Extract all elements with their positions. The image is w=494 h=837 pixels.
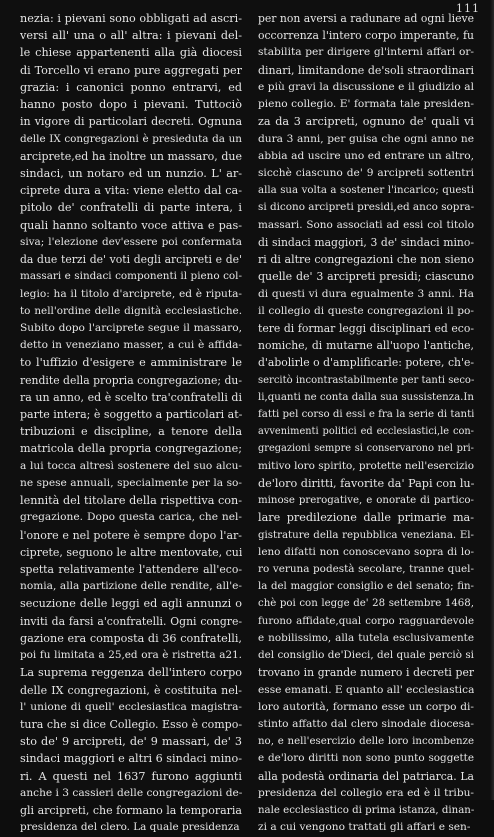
text-line: gli arcipreti, che formano la temporaria	[20, 804, 242, 818]
text-line: gregazioni sempre si conservarono nel pri-	[258, 443, 474, 455]
text-line: stinto affatto dal clero sinodale diocesa-	[258, 717, 474, 730]
text-line: del consiglio de'Dieci, del quale perciò si	[258, 649, 474, 662]
text-line: de'loro diritti, favorite da' Papi con lu-	[258, 476, 474, 490]
text-line: delle IX congregazioni è presieduta da un	[20, 132, 242, 145]
text-line: dura 3 anni, per guisa che ogni anno ne	[258, 132, 474, 145]
text-line: za da 3 arcipreti, ognuno de' quali vi	[258, 115, 474, 129]
text-column-left	[20, 10, 242, 837]
text-line: loro autorità, formano esse un corpo di-	[258, 700, 474, 713]
text-line: leno difatti non conoscevano sopra di lo-	[258, 545, 474, 558]
text-line: matricola della propria congregazione;	[20, 442, 242, 456]
text-line: alla podestà ordinaria del patriarca. La	[258, 769, 474, 783]
text-line: tribuzioni e discipline, a tenore della	[20, 425, 242, 439]
text-line: ri di altre congregazioni che non sieno	[258, 253, 474, 267]
text-line: mitivo loro spirito, protette nell'esercizio	[258, 459, 474, 472]
text-line: ciprete dura a vita: viene eletto dal ca-	[20, 184, 242, 198]
text-line: ri. A questi nel 1637 furono aggiunti	[20, 769, 242, 783]
text-line: to l'uffizio d'esigere e amministrare le	[20, 356, 242, 370]
text-line: quelle de' 3 arcipreti presidi; ciascuno	[258, 270, 474, 284]
text-line: dinari, limitandone de'soli straordinari	[258, 63, 474, 77]
text-line: La suprema reggenza dell'intero corpo	[20, 666, 242, 680]
page-number: 111	[456, 2, 480, 15]
text-line: ra un anno, ed è scelto tra'confratelli di	[20, 390, 242, 404]
text-line: l' unione di quell' ecclesiastica magistra-	[20, 700, 242, 713]
text-line: secuzione delle leggi ed agli annunzi o	[20, 597, 242, 611]
text-line: gazione era composta di 36 confratelli,	[20, 631, 242, 645]
text-line: e più gravi la discussione e il giudizio al	[258, 80, 474, 93]
text-line: pitolo de' confratelli di parte intera, i	[20, 201, 242, 215]
text-line: sindaci maggiori e altri 6 sindaci mino-	[20, 752, 242, 766]
text-line: in vigore di particolari decreti. Ognuna	[20, 115, 242, 129]
text-line: delle IX congregazioni, è costituita nel-	[20, 683, 242, 697]
text-line: chè poi con legge de' 28 settembre 1468,	[258, 598, 474, 610]
text-line: abbia ad uscire uno ed entrare un altro,	[258, 149, 474, 162]
text-line: zi a cui vengono trattati gli affari e sen-	[258, 821, 471, 834]
text-line: e de'loro diritti non sono punto soggette	[258, 752, 474, 765]
text-line: presidenza del collegio era ed è il tribu-	[258, 786, 474, 799]
text-line: li,quanti ne conta dalla sua sussistenza.In	[258, 391, 474, 403]
text-line: alla sua volta a sostener l'incarico; questi	[258, 185, 474, 197]
text-line: e nobilissimo, alla tutela esclusivamente	[258, 631, 474, 644]
text-line: avvenimenti politici ed ecclesiastici,le con-	[258, 426, 474, 438]
text-line: d'abolirle o d'amplificarle: potere, ch'e-	[258, 356, 474, 370]
text-line: minose prerogative, e onorate di partico-	[258, 495, 474, 507]
text-line: quali hanno soltanto voce attiva e pas-	[20, 218, 242, 232]
text-line: ro veruna podestà secolare, tranne quel-	[258, 563, 474, 575]
text-column-right	[258, 10, 474, 837]
text-line: occorrenza l'intero corpo imperante, fu	[258, 29, 474, 43]
text-line: furono affidate,qual corpo ragguardevole	[258, 615, 474, 627]
text-line: da due terzi de' voti degli arcipreti e de'	[20, 253, 242, 267]
text-line: Subito dopo l'arciprete segue il massaro,	[20, 321, 242, 334]
text-line: nezia: i pievani sono obbligati ad ascri-	[20, 12, 242, 25]
text-line: si dicono arcipreti presidi,ed anco sopra-	[258, 201, 474, 214]
text-line: anche i 3 cassieri delle congregazioni de-	[20, 786, 242, 799]
text-line: siva; l'elezione dev'essere poi confermata	[20, 235, 242, 248]
text-line: sercitò incontrastabilmente per tanti seco-	[258, 374, 474, 386]
text-line: ciprete, seguono le altre mentovate, cui	[20, 545, 242, 559]
text-line: inviti da farsi a'confratelli. Ogni congre-	[20, 614, 242, 628]
text-line: gregazione. Dopo questa carica, che nel-	[20, 511, 242, 524]
text-line: il collegio di queste congregazioni il po-	[258, 304, 474, 317]
text-line: to nell'ordine delle dignità ecclesiastiche.	[20, 304, 242, 317]
text-line: lennità del titolare della rispettiva con-	[20, 494, 242, 508]
text-line: stabilita per dirigere gl'interni affari or-	[258, 46, 474, 59]
text-line: rendite della propria congregazione; du-	[20, 373, 242, 387]
text-line: spetta relativamente l'attendere all'eco-	[20, 563, 242, 576]
text-line: gistrature della repubblica veneziana. El-	[258, 529, 474, 541]
text-line: lare predilezione dalle primarie ma-	[258, 511, 474, 525]
text-line: poi fu limitata a 25,ed ora è ristretta a21.	[20, 649, 242, 662]
text-line: no, e nell'esercizio delle loro incombenze	[258, 736, 474, 748]
text-line: legio: ha il titolo d'arciprete, ed è riputa-	[20, 287, 242, 300]
text-line: la del maggior consiglio e del senato; fin-	[258, 581, 474, 593]
text-line: nale ecclesiastico di prima istanza, dinan-	[258, 805, 474, 817]
text-line: versi all' una o all' altra: i pievani del-	[20, 29, 242, 43]
text-line: hanno posto dopo i pievani. Tuttociò	[20, 98, 242, 112]
text-line: di questi vi dura egualmente 3 anni. Ha	[258, 287, 474, 300]
text-line: l'onore e nel potere è sempre dopo l'ar-	[20, 528, 242, 542]
text-line: pieno collegio. E' formata tale presiden-	[258, 98, 474, 111]
text-line: detto in veneziano masser, a cui è affida-	[20, 339, 242, 352]
text-line: fatti pel corso di essi e fra la serie di tanti	[258, 409, 474, 421]
text-line: massari. Sono associati ad essi col titolo	[258, 218, 474, 231]
page-edge-shadow	[490, 0, 494, 800]
text-line: massari e sindaci componenti il pieno col-	[20, 270, 242, 283]
text-line: esse emanati. E quanto all' ecclesiastica	[258, 683, 474, 696]
text-line: trovano in grande numero i decreti per	[258, 666, 474, 680]
text-line: grazia: i canonici ponno entrarvi, ed	[20, 80, 242, 94]
text-line: di sindaci maggiori, 3 de' sindaci mino-	[258, 235, 474, 249]
text-line: parte intera; è soggetto a particolari at-	[20, 408, 242, 422]
text-line: nomia, alla partizione delle rendite, all'e-	[20, 580, 242, 593]
text-line: presidenza del clero. La quale presidenza	[20, 821, 240, 834]
text-line: tura che si dice Collegio. Esso è compo-	[20, 717, 242, 731]
text-line: ne spese annuali, specialmente per la so-	[20, 476, 242, 489]
text-line: per non aversi a radunare ad ogni lieve	[258, 12, 474, 25]
text-line: nomiche, di mutarne all'uopo l'antiche,	[258, 339, 474, 353]
text-line: sto de' 9 arcipreti, de' 9 massari, de' 3	[20, 735, 242, 749]
text-line: arciprete,ed ha inoltre un massaro, due	[20, 149, 242, 163]
text-line: a lui tocca altresì sostenere del suo alcu-	[20, 459, 242, 472]
text-line: sindaci, un notaro ed un nunzio. L' ar-	[20, 166, 242, 180]
text-line: sicchè ciascuno de' 9 arcipreti sottentri	[258, 166, 474, 179]
text-line: tere di formar leggi disciplinari ed eco-	[258, 321, 474, 335]
text-line: le chiese appartenenti alla già diocesi	[20, 46, 242, 60]
text-line: di Torcello vi erano pure aggregati per	[20, 63, 242, 77]
